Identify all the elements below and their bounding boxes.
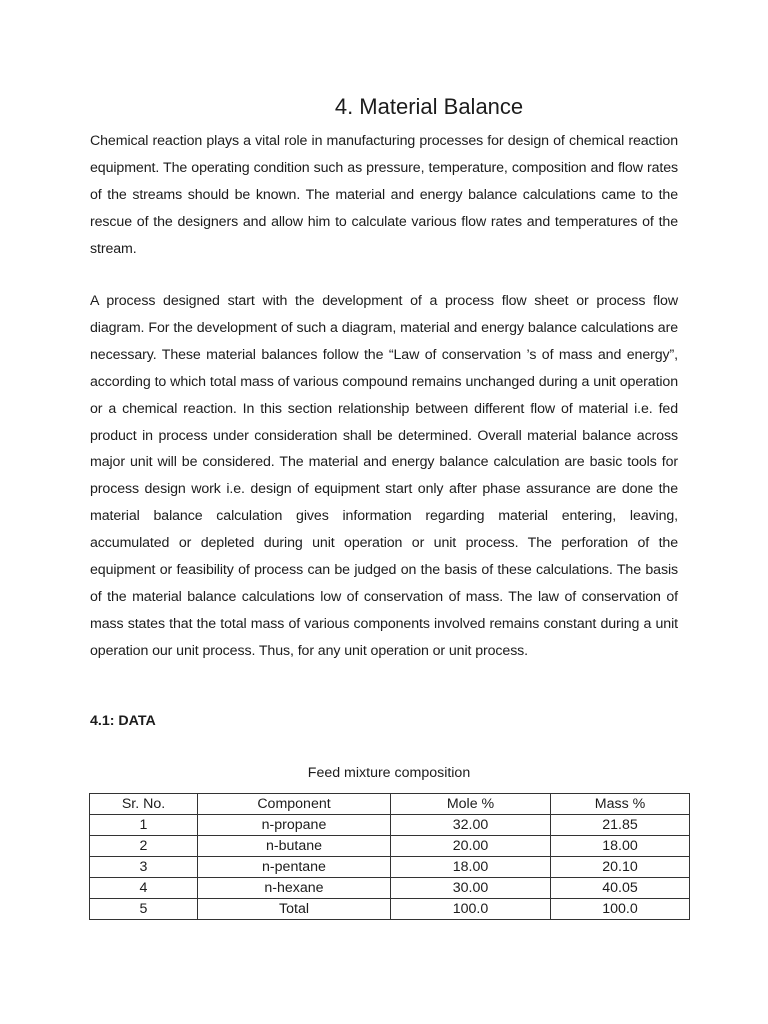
section-heading: 4.1: DATA (90, 713, 156, 729)
cell-component: n-pentane (198, 857, 391, 878)
table-row (90, 815, 690, 836)
header-mole-percent: Mole % (391, 794, 551, 815)
cell-mass-percent: 100.0 (551, 899, 690, 920)
table-row (90, 836, 690, 857)
cell-mass-percent: 40.05 (551, 878, 690, 899)
table-row (90, 878, 690, 899)
cell-component: n-hexane (198, 878, 391, 899)
cell-sr-no: 1 (90, 815, 198, 836)
cell-mass-percent: 21.85 (551, 815, 690, 836)
feed-composition-table (89, 793, 690, 920)
header-component: Component (198, 794, 391, 815)
cell-sr-no: 4 (90, 878, 198, 899)
paragraph-intro: Chemical reaction plays a vital role in manufacturing processes for design of chemical reaction equipment. The operating condition such as pressure, temperature, composition and flow rates of the streams should be known. The material and energy balance calculations came to the rescue of the designers and allow him to calculate various flow rates and temperatures of the stream. (90, 133, 678, 257)
cell-sr-no: 3 (90, 857, 198, 878)
cell-mole-percent: 32.00 (391, 815, 551, 836)
cell-mole-percent: 100.0 (391, 899, 551, 920)
table-row-total (90, 899, 690, 920)
cell-component: n-butane (198, 836, 391, 857)
cell-component: Total (198, 899, 391, 920)
cell-mole-percent: 30.00 (391, 878, 551, 899)
cell-mole-percent: 20.00 (391, 836, 551, 857)
cell-mole-percent: 18.00 (391, 857, 551, 878)
cell-mass-percent: 20.10 (551, 857, 690, 878)
paragraph-process: A process designed start with the development of a process flow sheet or process flow diagram. For the development of such a diagram, material and energy balance calculations are necessary. These material balances follow the “Law of conservation ’s of mass and energy”, according to which total mass of various compound remains unchanged during a unit operation or a chemical reaction. In this section relationship between different flow of material i.e. fed product in process under consideration shall be determined. Overall material balance across major unit will be considered. The material and energy balance calculation are basic tools for process design work i.e. design of equipment start only after phase assurance are done the material balance calculation gives information regarding material entering, leaving, accumulated or depleted during unit operation or unit process. The perforation of the equipment or feasibility of process can be judged on the basis of these calculations. The basis of the material balance calculations low of conservation of mass. The law of conservation of mass states that the total mass of various components involved remains constant during a unit operation our unit process. Thus, for any unit operation or unit process. (90, 293, 678, 659)
header-sr-no: Sr. No. (90, 794, 198, 815)
cell-mass-percent: 18.00 (551, 836, 690, 857)
table-header-row (90, 794, 690, 815)
table-caption: Feed mixture composition (307, 765, 471, 781)
cell-sr-no: 2 (90, 836, 198, 857)
cell-sr-no: 5 (90, 899, 198, 920)
header-mass-percent: Mass % (551, 794, 690, 815)
table-row (90, 857, 690, 878)
page-title: 4. Material Balance (334, 94, 524, 119)
cell-component: n-propane (198, 815, 391, 836)
